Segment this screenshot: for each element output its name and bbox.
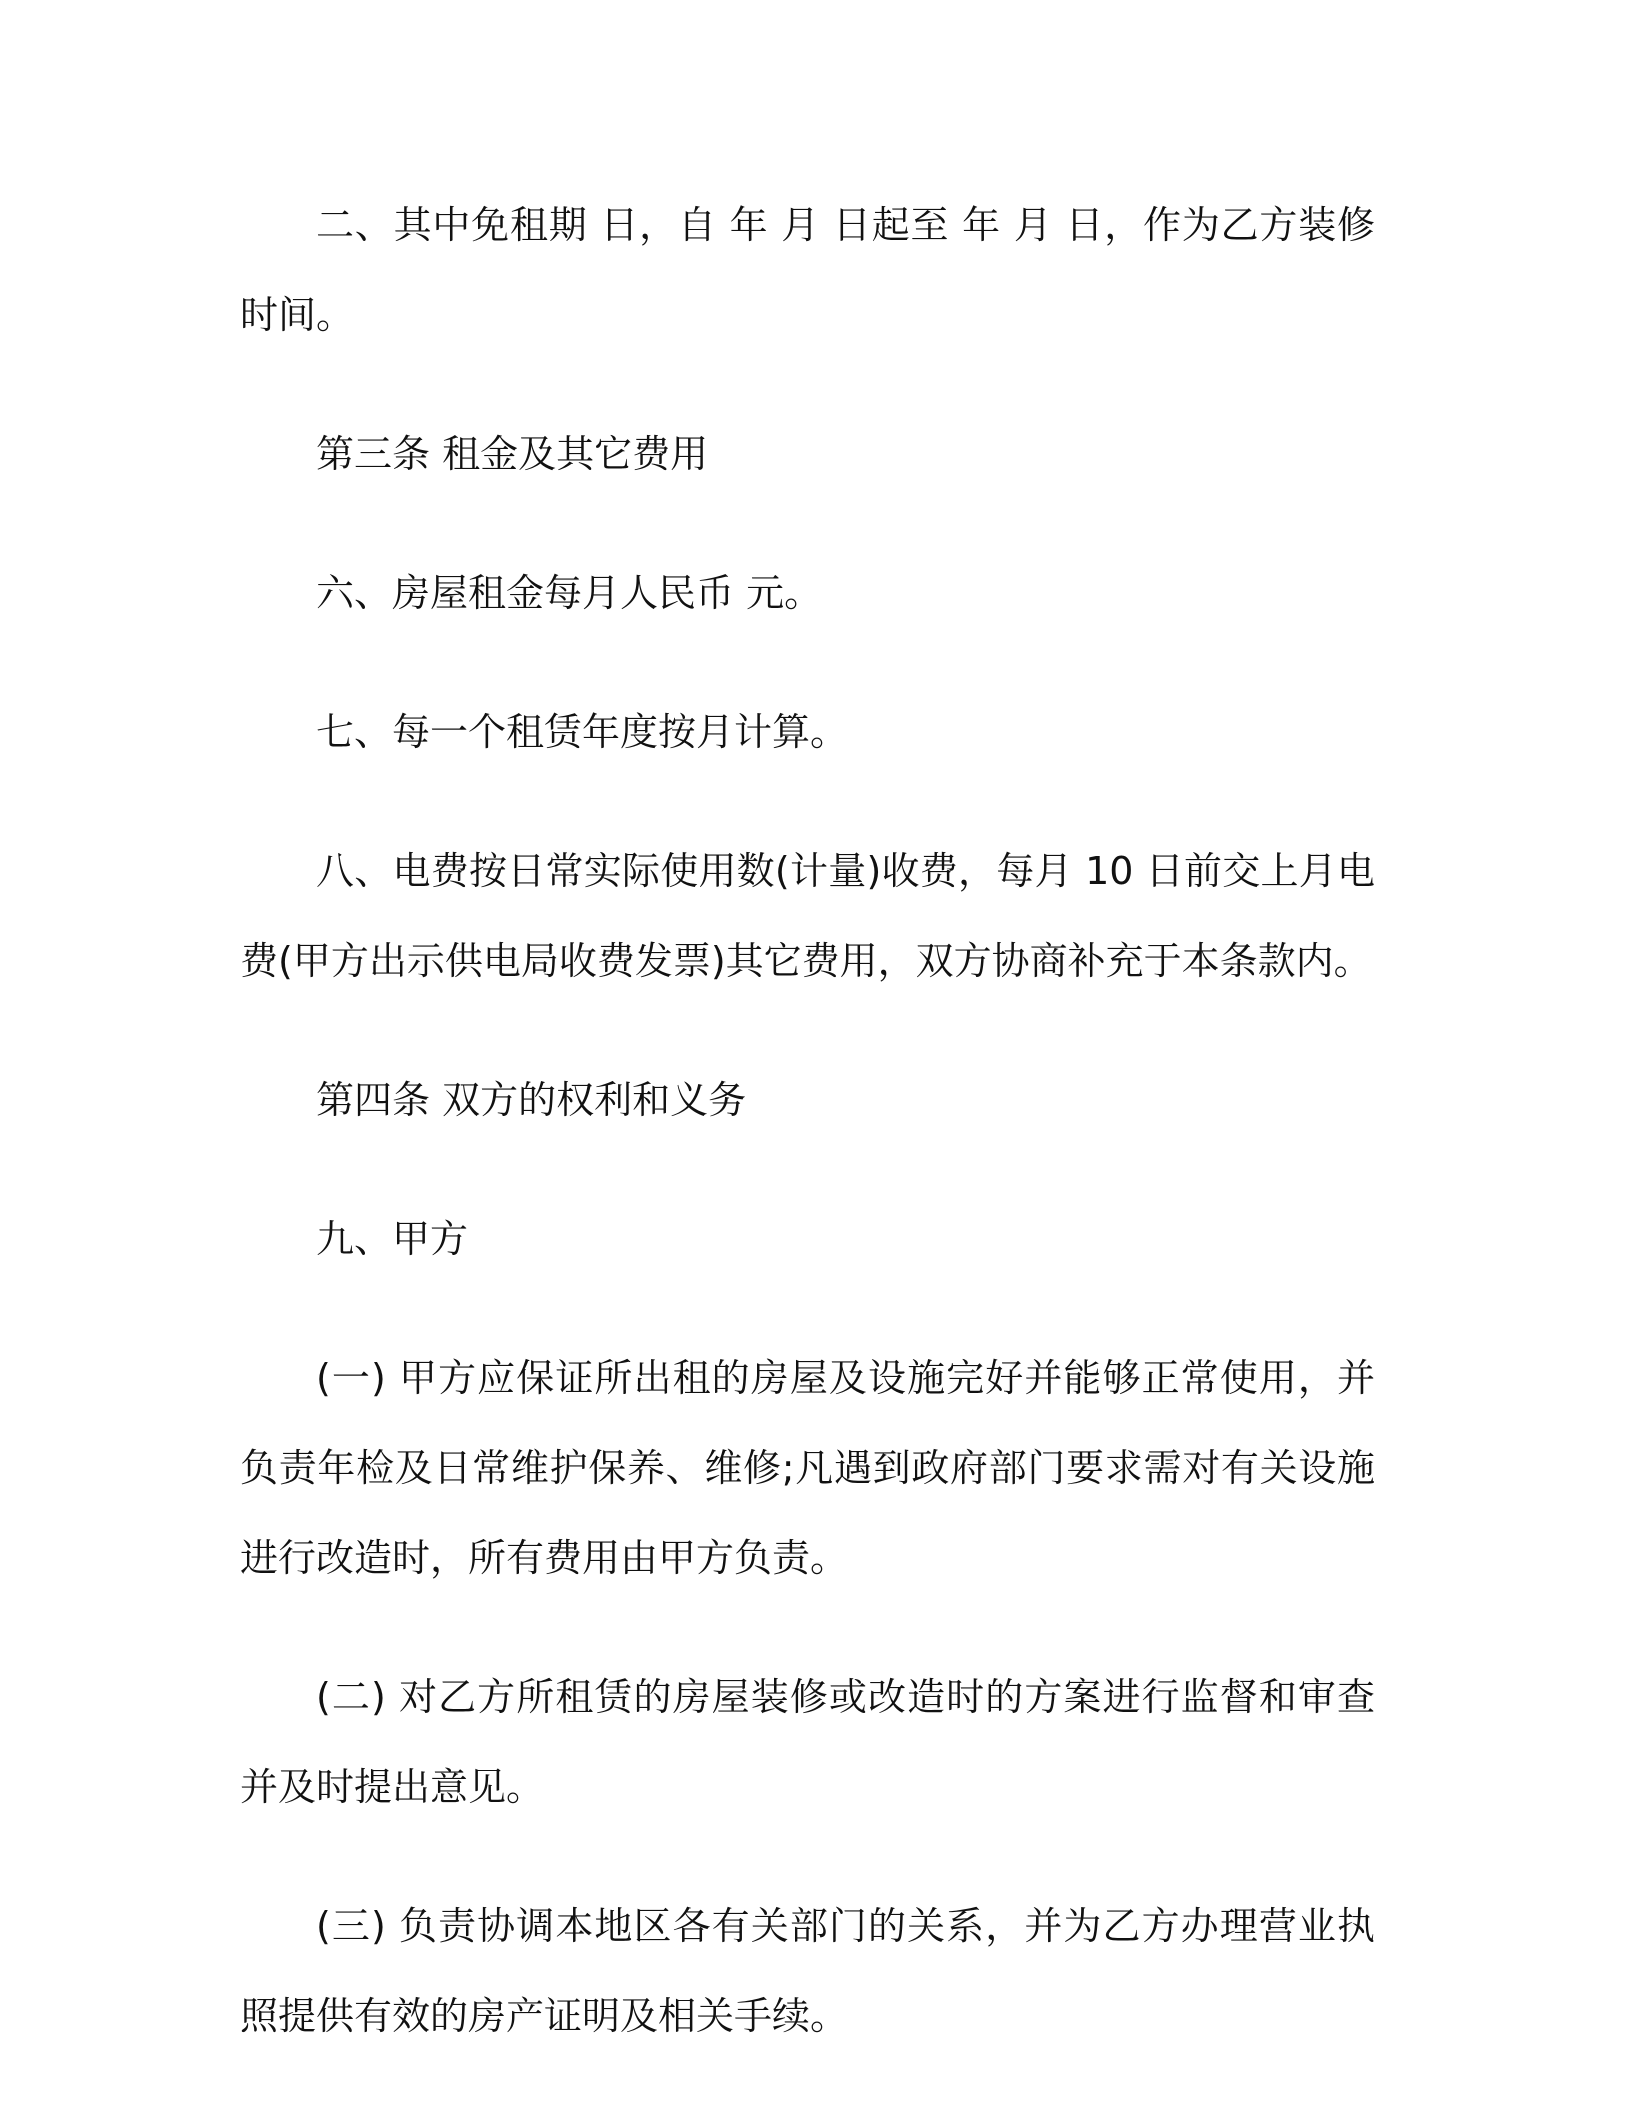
- paragraph-party-a-item-1: (一) 甲方应保证所出租的房屋及设施完好并能够正常使用，并负责年检及日常维护保养、维修;凡遇到政府部门要求需对有关设施进行改造时，所有费用由甲方负责。: [240, 1356, 1375, 1580]
- paragraph-party-a-item-3: (三) 负责协调本地区各有关部门的关系，并为乙方办理营业执照提供有效的房产证明及相关手续。: [240, 1904, 1375, 2038]
- paragraph-party-a: 九、甲方: [316, 1217, 469, 1261]
- section-heading-article-3: 第三条 租金及其它费用: [316, 432, 709, 476]
- paragraph-party-a-item-2: (二) 对乙方所租赁的房屋装修或改造时的方案进行监督和审查并及时提出意见。: [240, 1675, 1375, 1809]
- paragraph-rent-free-period: 二、其中免租期 日，自 年 月 日起至 年 月 日，作为乙方装修时间。: [240, 203, 1375, 337]
- paragraph-electricity-fees: 八、电费按日常实际使用数(计量)收费，每月 10 日前交上月电费(甲方出示供电局收费发票)其它费用，双方协商补充于本条款内。: [240, 849, 1375, 983]
- section-heading-article-4: 第四条 双方的权利和义务: [316, 1078, 747, 1122]
- paragraph-monthly-rent: 六、房屋租金每月人民币 元。: [316, 571, 823, 615]
- paragraph-rent-calculation: 七、每一个租赁年度按月计算。: [316, 710, 849, 754]
- document-body: [240, 180, 1375, 2110]
